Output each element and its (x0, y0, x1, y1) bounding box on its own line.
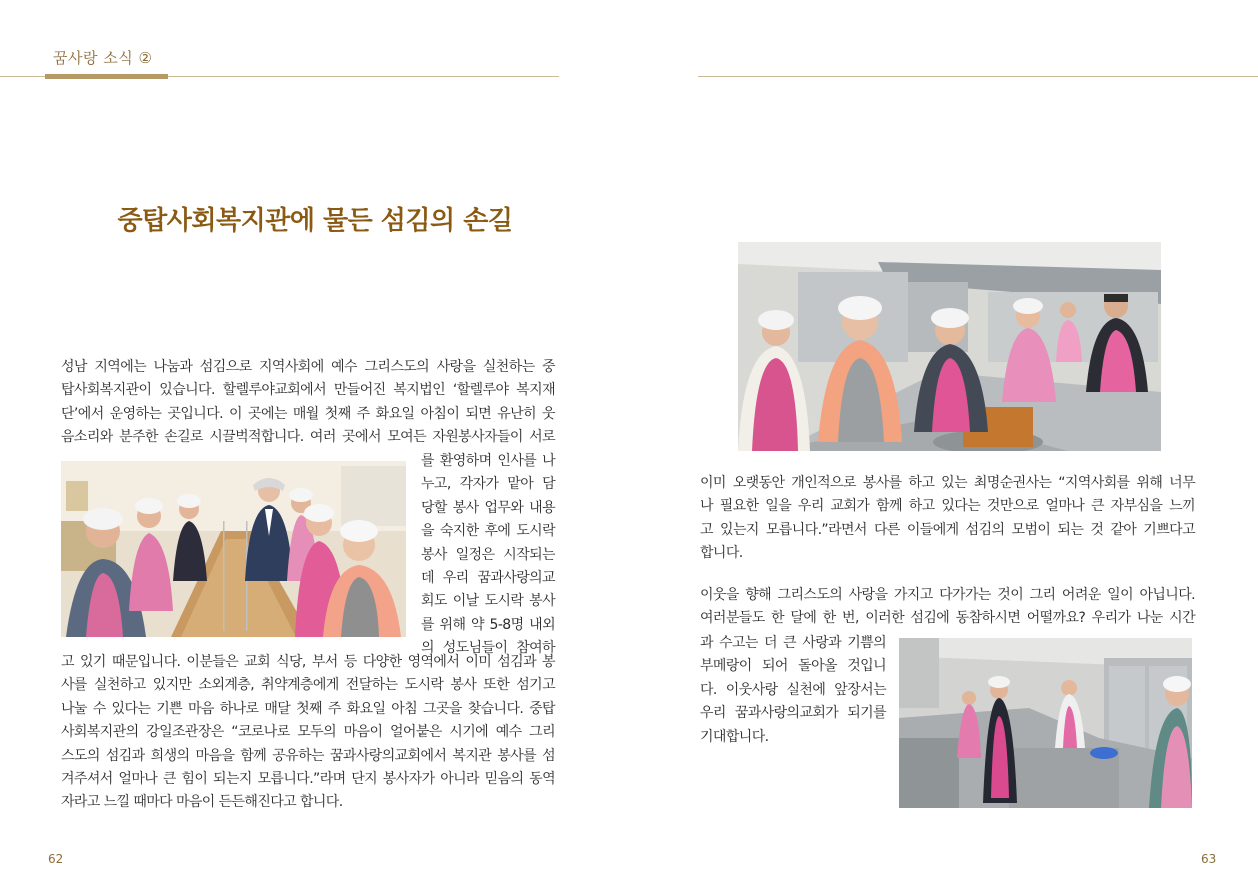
article-intro-text (61, 356, 555, 450)
text-line: 회도 이날 도시락 봉사 (421, 593, 555, 610)
text-line: 음소리와 분주한 손길로 시끌벅적합니다. 여러 곳에서 모여든 자원봉사자들이 서로 (61, 429, 555, 446)
quote-paragraph (700, 472, 1195, 566)
text-line: 사를 실천하고 있지만 소외계층, 취약계층에게 전달하는 도시락 봉사 또한 섬기고 (61, 677, 555, 694)
section-label: 꿈사랑 소식 ② (53, 49, 153, 67)
text-line: 누고, 각자가 맡아 담 (421, 476, 555, 493)
text-line: 이웃을 향해 그리스도의 사랑을 가지고 다가가는 것이 그리 어려운 일이 아닙니다. (700, 587, 1195, 603)
text-line: 을 숙지한 후에 도시락 (421, 523, 555, 540)
text-line: 나 필요한 일을 우리 교회가 함께 하고 있다는 것만으로 얼마나 큰 자부심을 느끼 (700, 498, 1195, 515)
article-body-text (61, 651, 555, 815)
text-line: 봉사 일정은 시작되는 (421, 546, 555, 563)
text-line: 를 위해 약 5-8명 내외 (421, 616, 555, 633)
article-title: 중탑사회복지관에 물든 섬김의 손길 (117, 206, 513, 236)
text-line: 의 성도님들이 참여하 (421, 640, 555, 657)
text-line: 이미 오랫동안 개인적으로 봉사를 하고 있는 최명순권사는 “지역사회를 위해 너무 (700, 475, 1195, 491)
page-number-right: 63 (1201, 852, 1217, 866)
text-line: 여러분들도 한 달에 한 번, 이러한 섬김에 동참하시면 어떨까요? 우리가 나눈 시간 (700, 610, 1195, 627)
text-line: 고 있기 때문입니다. 이분들은 교회 식당, 부서 등 다양한 영역에서 이미 섬김과 봉 (61, 654, 555, 670)
text-line: 우리 꿈과사랑의교회가 되기를 (700, 705, 886, 722)
page-number-left: 62 (48, 852, 64, 866)
text-line: 당할 봉사 업무와 내용 (421, 499, 555, 516)
text-line: 데 우리 꿈과사랑의교 (421, 570, 555, 587)
text-line: 스도의 섬김과 희생의 마음을 함께 공유하는 꿈과사랑의교회에서 복지관 봉사를 섬 (61, 747, 555, 764)
text-line: 과 수고는 더 큰 사랑과 기쁨의 (700, 635, 886, 651)
text-line: 기대합니다. (700, 728, 769, 745)
kitchen-wide-photo (899, 638, 1192, 808)
text-line: 부메랑이 되어 돌아올 것입니 (700, 658, 886, 675)
header-rule-right (698, 76, 1258, 77)
closing-paragraph (700, 584, 1195, 631)
text-line: 자라고 느낄 때마다 마음이 든든해진다고 합니다. (61, 794, 343, 811)
closing-wrap-text (700, 632, 886, 749)
text-line: 다. 이웃사랑 실천에 앞장서는 (700, 681, 886, 698)
text-line: 겨주셔서 얼마나 큰 힘이 되는지 모릅니다.”라며 단지 봉사자가 아니라 믿음의 동역 (61, 771, 555, 788)
text-line: 합니다. (700, 545, 743, 562)
text-line: 단’에서 운영하는 곳입니다. 이 곳에는 매월 첫째 주 화요일 아침이 되면 유난히 웃 (61, 405, 555, 422)
text-line: 사회복지관의 강일조관장은 “코로나로 모두의 마음이 얼어붙은 시기에 예수 그리 (61, 724, 555, 741)
text-line: 성남 지역에는 나눔과 섬김으로 지역사회에 예수 그리스도의 사랑을 실천하는 중 (61, 359, 555, 375)
volunteers-group-photo (61, 461, 406, 637)
text-line: 를 환영하며 인사를 나 (421, 453, 555, 469)
text-line: 고 있는지 모릅니다.”라면서 다른 이들에게 섬김의 모범이 되는 것 같아 기쁘다고 (700, 521, 1195, 538)
text-line: 탑사회복지관이 있습니다. 할렐루야교회에서 만들어진 복지법인 ‘할렐루야 복지재 (61, 382, 555, 399)
article-wrap-text (421, 450, 555, 661)
kitchen-volunteers-photo (738, 242, 1161, 451)
text-line: 나눌 수 있다는 기쁜 마음 하나로 매달 첫째 주 화요일 아침 그곳을 찾습니다. 중탑 (61, 700, 555, 717)
header-rule-accent (45, 74, 168, 79)
